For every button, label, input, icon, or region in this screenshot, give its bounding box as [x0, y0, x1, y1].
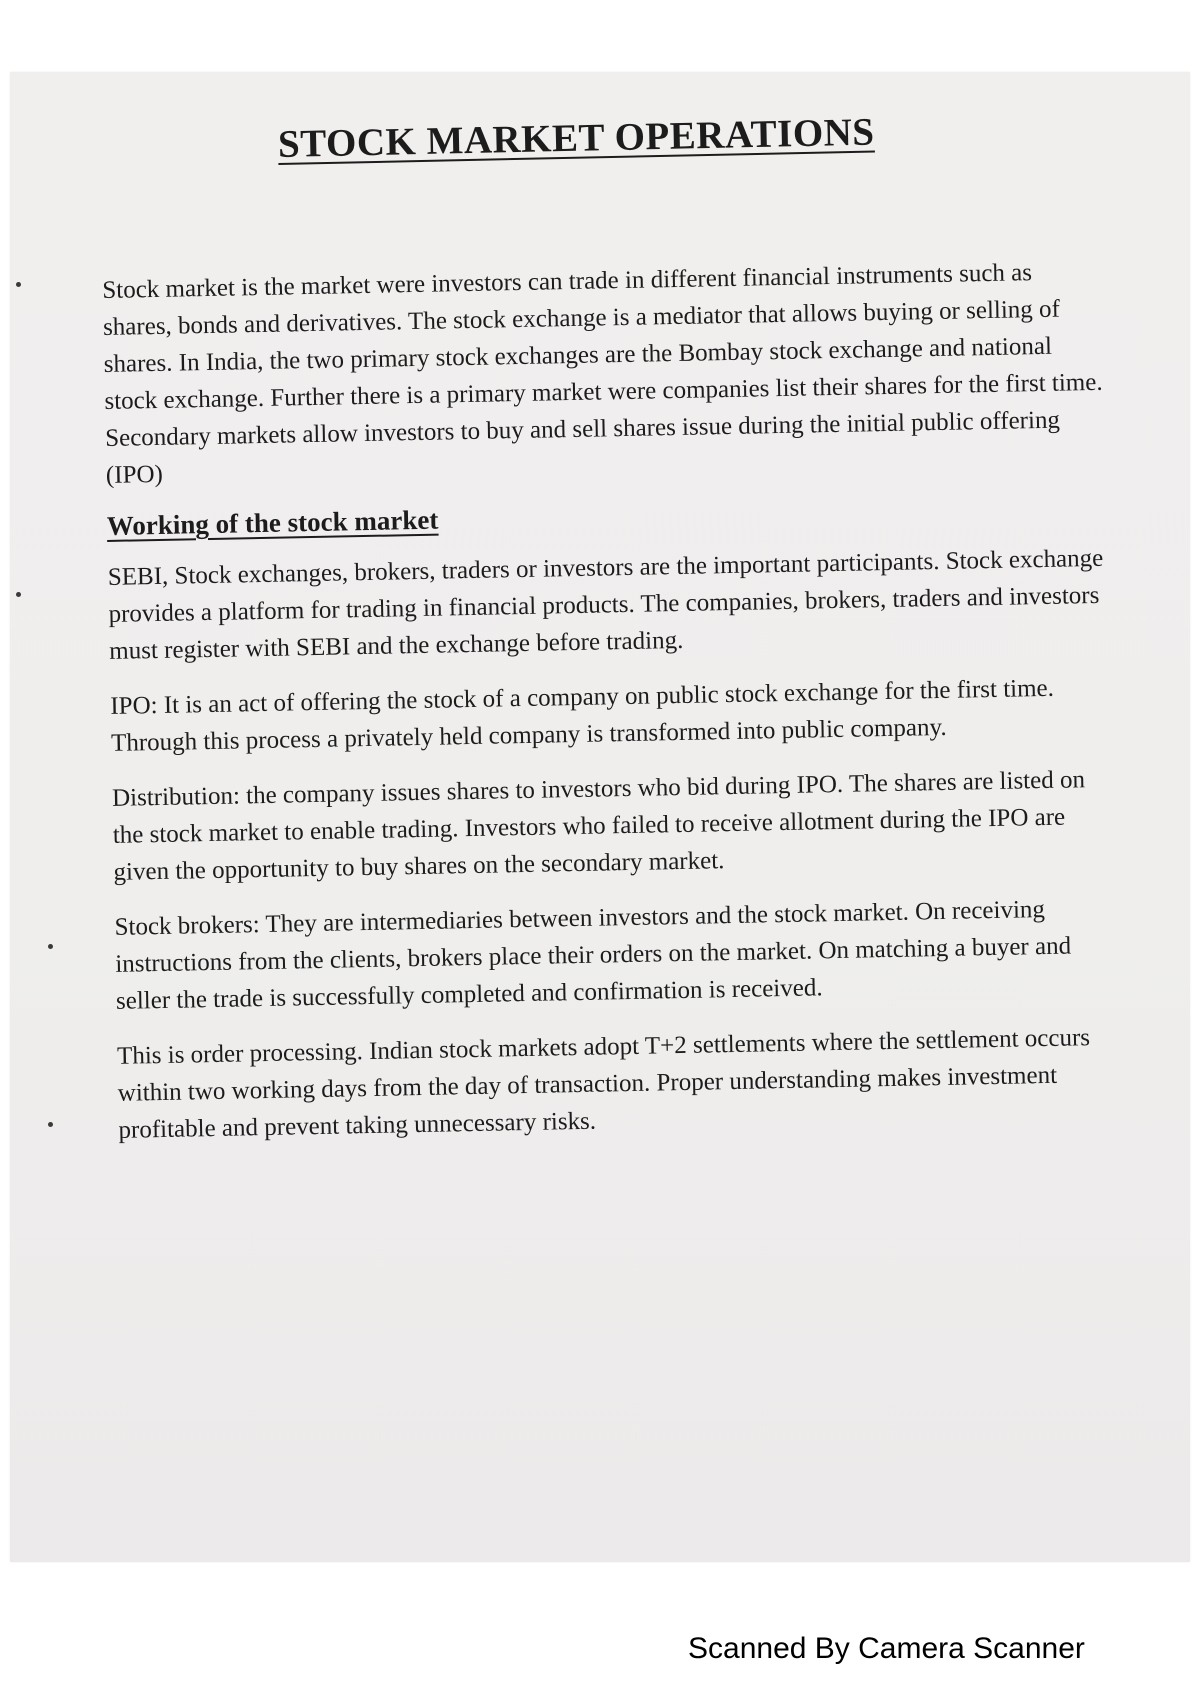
margin-mark [16, 592, 21, 597]
intro-paragraph: Stock market is the market were investors can trade in different financial instruments such as shares, bonds and derivatives. The stock exchange is a mediator that allows buying or selling of shares. In India, the two primary stock exchanges are the Bombay stock exchange and national stock exchange. Further there is a primary market were companies list their shares for the first time. Secondary markets allow investors to buy and sell shares issue during the initial public offering (IPO) [102, 259, 1103, 489]
scanner-watermark: Scanned By Camera Scanner [688, 1632, 1085, 1665]
ipo-paragraph: IPO: It is an act of offering the stock of a company on public stock exchange for the first time. Through this process a privately held company is transformed into public company. [110, 674, 1055, 757]
margin-mark [48, 944, 53, 949]
order-processing-paragraph: This is order processing. Indian stock markets adopt T+2 settlements where the settlement occurs within two working days from the day of transaction. Proper understanding makes investment profitable and prevent taking unnecessary risks. [116, 1024, 1091, 1144]
document-title: STOCK MARKET OPERATIONS [277, 110, 875, 166]
stock-brokers-paragraph: Stock brokers: They are intermediaries between investors and the stock market. On receiving instructions from the clients, brokers place their orders on the market. On matching a buyer and seller the trade is successfully completed and confirmation is received. [114, 896, 1072, 1015]
margin-mark [16, 282, 21, 287]
distribution-paragraph: Distribution: the company issues shares to investors who bid during IPO. The shares are listed on the stock market to enable trading. Investors who failed to receive allotment during the IPO are given the opportunity to buy shares on the secondary market. [111, 766, 1086, 886]
section-heading: Working of the stock market [106, 504, 439, 541]
document-body [102, 253, 1119, 1167]
margin-mark [48, 1122, 53, 1127]
scanned-page [10, 72, 1190, 1562]
participants-paragraph: SEBI, Stock exchanges, brokers, traders or investors are the important participants. Stock exchange provides a platform for trading in financial products. The companies, brokers, traders and investors must register with SEBI and the exchange before trading. [107, 544, 1104, 665]
